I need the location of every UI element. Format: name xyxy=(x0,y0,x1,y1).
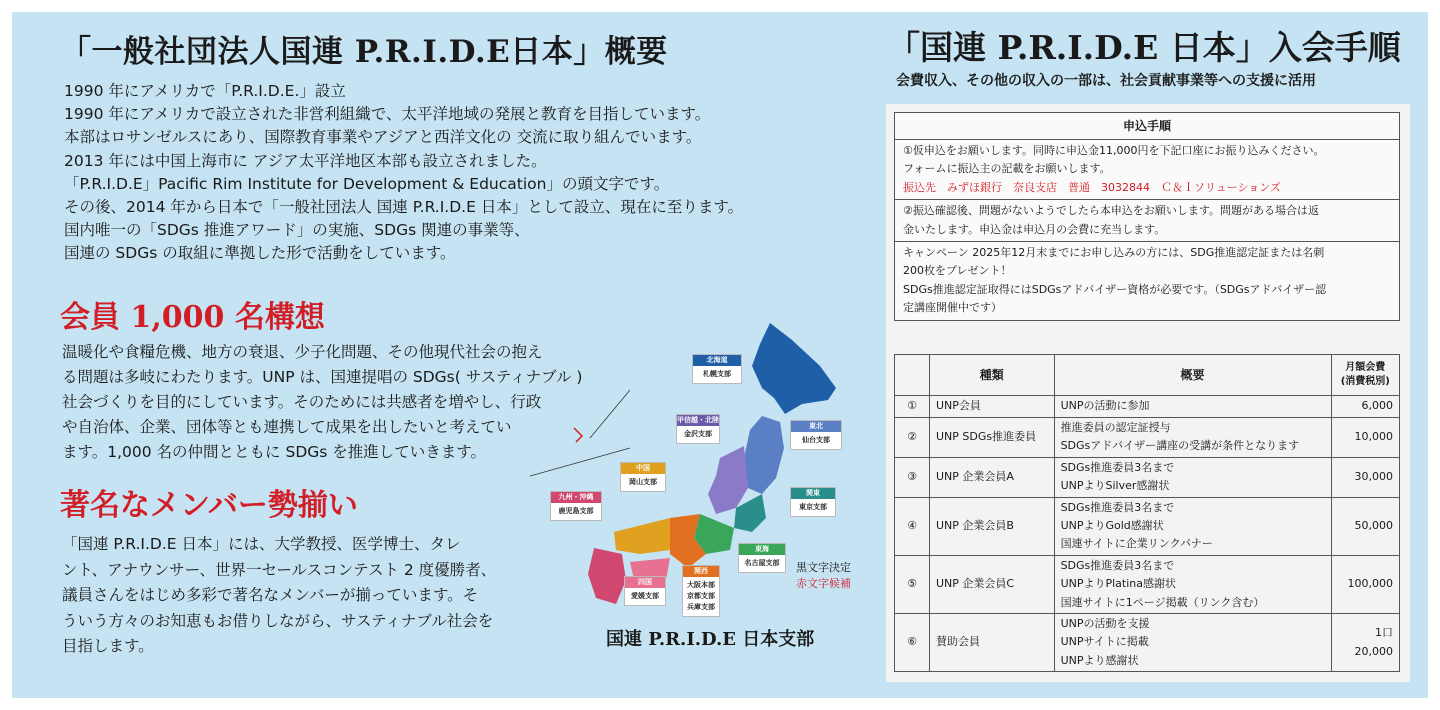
row-type: UNP SDGs推進委員 xyxy=(930,418,1055,458)
branch-region: 中国 xyxy=(621,463,665,474)
famous-line: ント、アナウンサー、世界一セールスコンテスト 2 度優勝者、 xyxy=(62,560,497,579)
membership-table xyxy=(894,354,1400,672)
table-row xyxy=(895,497,1400,555)
fee-amount: 20,000 xyxy=(1354,644,1393,658)
branch-region: 四国 xyxy=(625,577,665,588)
famous-line: 議員さんをはじめ多彩で著名なメンバーが揃っています。そ xyxy=(62,586,479,604)
branch-name: 名古屋支部 xyxy=(744,559,780,567)
members-line: や自治体、企業、団体等とも連携して成果を出したいと考えてい xyxy=(62,418,512,436)
row-fee: 50,000 xyxy=(1331,497,1399,555)
campaign-text: キャンペーン 2025年12月末までにお申し込みの方には、SDG推進認定証または名刺 xyxy=(903,246,1325,260)
apply-step-2 xyxy=(895,200,1399,242)
famous-heading: 著名なメンバー勢揃い xyxy=(60,488,358,523)
branch-region: 関東 xyxy=(791,488,835,499)
members-heading: 会員 1,000 名構想 xyxy=(60,300,325,335)
row-summary xyxy=(1054,457,1331,497)
overview-line: 「P.R.I.D.E」Pacific Rim Institute for Development & Education」の頭文字です。 xyxy=(64,174,670,193)
join-title: 「国連 P.R.I.D.E 日本」入会手順 xyxy=(887,28,1401,67)
famous-line: ういう方々のお知恵もお借りしながら、サスティナブル社会を xyxy=(62,611,494,630)
branch-region: 北海道 xyxy=(693,355,741,366)
apply-step-text: ①仮申込をお願いします。同時に申込金11,000円を下記口座にお振り込みください。 xyxy=(903,144,1325,157)
branch-name: 東京支部 xyxy=(799,503,827,511)
summary-line: SDGsアドバイザー講座の受講が条件となります xyxy=(1060,439,1300,453)
header-fee-label: 月額会費 xyxy=(1345,362,1386,373)
members-line: る問題は多岐にわたります。UNP は、国連提唱の SDGs( サスティナブル ) xyxy=(62,368,583,386)
header-summary: 概要 xyxy=(1054,355,1331,396)
table-row xyxy=(895,396,1400,418)
row-summary xyxy=(1054,497,1331,555)
summary-line: UNPの活動を支援 xyxy=(1060,617,1150,631)
row-type: UNP 企業会員B xyxy=(930,497,1055,555)
membership-fee-table xyxy=(894,354,1400,672)
fee-unit: 1口 xyxy=(1375,626,1393,640)
apply-step-1 xyxy=(895,140,1399,200)
header-no xyxy=(895,355,930,396)
row-no: ② xyxy=(895,418,930,458)
famous-line: 目指します。 xyxy=(62,637,154,655)
summary-line: UNPサイトに掲載 xyxy=(1060,635,1149,649)
overview-line: 1990 年にアメリカで設立された非営利組織で、太平洋地域の発展と教育を目指しています。 xyxy=(64,105,711,124)
map-region-kyushu xyxy=(588,548,626,604)
summary-line: UNPよりSilver感謝状 xyxy=(1060,479,1170,493)
branch-name: 岡山支部 xyxy=(629,478,657,486)
branch-name: 鹿児島支部 xyxy=(558,507,594,515)
row-type: UNP 企業会員C xyxy=(930,555,1055,613)
branch-region: 東海 xyxy=(739,544,785,555)
branch-region: 甲信越・北陸 xyxy=(677,416,719,424)
table-row xyxy=(895,555,1400,613)
header-fee xyxy=(1331,355,1399,396)
map-legend xyxy=(796,560,851,592)
row-type: UNP 企業会員A xyxy=(930,457,1055,497)
table-row xyxy=(895,457,1400,497)
header-fee-note: (消費税別) xyxy=(1340,376,1390,387)
table-header xyxy=(895,355,1400,396)
overview-line: 本部はロサンゼルスにあり、国際教育事業やアジアと西洋文化の 交流に取り組んでいます。 xyxy=(64,128,702,147)
campaign-text: 200枚をプレゼント！ xyxy=(903,264,1012,278)
campaign-note xyxy=(895,242,1399,320)
map-region-tohoku xyxy=(744,416,784,494)
summary-line: 国連サイトに1ページ掲載（リンク含む） xyxy=(1060,595,1265,609)
row-fee: 10,000 xyxy=(1331,418,1399,458)
summary-line: UNPより感謝状 xyxy=(1060,653,1139,667)
legend-black: 黒文字決定 xyxy=(796,561,851,574)
famous-text xyxy=(62,532,496,660)
row-no: ① xyxy=(895,396,930,418)
apply-step-text: ②振込確認後、問題がないようでしたら本申込をお願いします。問題がある場合は返 xyxy=(903,204,1319,218)
row-summary xyxy=(1054,396,1331,418)
summary-line: 国連サイトに企業リンクバナー xyxy=(1060,537,1213,551)
overview-text xyxy=(64,80,743,266)
map-region-hokkaido xyxy=(752,323,836,414)
branch-sign xyxy=(790,420,842,450)
summary-line: 推進委員の認定証授与 xyxy=(1060,421,1171,434)
branch-sign xyxy=(692,354,742,384)
summary-line: SDGs推進委員3名まで xyxy=(1060,500,1175,514)
summary-line: UNPの活動に参加 xyxy=(1060,399,1150,413)
bank-info: 振込先 みずほ銀行 奈良支店 普通 3032844 Ｃ＆Ｉソリューションズ xyxy=(903,180,1281,194)
overview-line: 国連の SDGs の取組に準拠した形で活動をしています。 xyxy=(64,244,456,263)
row-no: ⑥ xyxy=(895,614,930,672)
members-line: 温暖化や食糧危機、地方の衰退、少子化問題、その他現代社会の抱え xyxy=(62,343,543,361)
branch-name: 金沢支部 xyxy=(684,430,712,438)
header-type: 種類 xyxy=(930,355,1055,396)
members-line: ます。1,000 名の仲間とともに SDGs を推進していきます。 xyxy=(62,443,487,461)
application-steps xyxy=(894,112,1400,321)
famous-line: 「国連 P.R.I.D.E 日本」には、大学教授、医学博士、タレ xyxy=(62,535,461,553)
branch-name: 札幌支部 xyxy=(703,370,731,378)
row-type: UNP会員 xyxy=(930,396,1055,418)
row-fee: 30,000 xyxy=(1331,457,1399,497)
members-line: 社会づくりを目的にしています。そのためには共感者を増やし、行政 xyxy=(62,393,542,411)
branch-sign xyxy=(682,565,720,617)
map-region-chugoku xyxy=(614,518,670,554)
row-fee: 100,000 xyxy=(1331,555,1399,613)
row-fee: 6,000 xyxy=(1331,396,1399,418)
table-row xyxy=(895,614,1400,672)
branch-name: 大阪本部 京都支部 兵庫支部 xyxy=(687,581,715,611)
summary-line: SDGs推進委員3名まで xyxy=(1060,558,1175,572)
table-row xyxy=(895,418,1400,458)
branch-sign xyxy=(620,462,666,492)
map-caption: 国連 P.R.I.D.E 日本支部 xyxy=(606,629,815,650)
overview-line: 国内唯一の「SDGs 推進アワード」の実施、SDGs 関連の事業等、 xyxy=(64,221,530,240)
row-fee xyxy=(1331,614,1399,672)
row-summary xyxy=(1054,614,1331,672)
branch-region: 九州・沖縄 xyxy=(551,492,601,503)
map-guide-line xyxy=(530,448,630,476)
row-no: ⑤ xyxy=(895,555,930,613)
row-no: ④ xyxy=(895,497,930,555)
campaign-text: 定講座開催中です） xyxy=(903,301,1002,315)
branch-region: 関西 xyxy=(683,566,719,577)
row-no: ③ xyxy=(895,457,930,497)
branch-sign xyxy=(790,487,836,517)
campaign-text: SDGs推進認定証取得にはSDGsアドバイザー資格が必要です。（SDGsアドバイザー認 xyxy=(903,282,1327,296)
overview-line: 2013 年には中国上海市に アジア太平洋地区本部も設立されました。 xyxy=(64,151,547,170)
summary-line: UNPよりGold感謝状 xyxy=(1060,519,1164,533)
overview-line: 1990 年にアメリカで「P.R.I.D.E.」設立 xyxy=(64,82,346,100)
legend-red: 赤文字候補 xyxy=(796,577,851,590)
branch-sign xyxy=(550,491,602,521)
branch-name: 愛媛支部 xyxy=(631,592,659,600)
overview-title: 「一般社団法人国連 P.R.I.D.E日本」概要 xyxy=(60,34,668,70)
map-region-chubu xyxy=(708,446,748,514)
branch-sign xyxy=(624,576,666,606)
summary-line: UNPよりPlatina感謝状 xyxy=(1060,577,1177,591)
row-type: 賛助会員 xyxy=(930,614,1055,672)
apply-title: 申込手順 xyxy=(895,113,1399,140)
branch-sign xyxy=(738,543,786,573)
branch-name: 仙台支部 xyxy=(802,436,830,444)
apply-step-text: フォームに振込主の記載をお願いします。 xyxy=(903,162,1111,176)
map-guide-line xyxy=(590,390,630,438)
row-summary xyxy=(1054,555,1331,613)
branch-sign xyxy=(676,414,720,444)
application-sheet xyxy=(886,104,1410,682)
apply-step-text: 金いたします。申込金は申込月の会費に充当します。 xyxy=(903,222,1166,236)
map-mark xyxy=(574,428,582,442)
overview-line: その後、2014 年から日本で「一般社団法人 国連 P.R.I.D.E 日本」として設立、現在に至ります。 xyxy=(64,198,744,217)
summary-line: SDGs推進委員3名まで xyxy=(1060,460,1175,474)
branch-region: 東北 xyxy=(791,421,841,432)
join-subtitle: 会費収入、その他の収入の一部は、社会貢献事業等への支援に活用 xyxy=(896,73,1316,89)
row-summary xyxy=(1054,418,1331,458)
